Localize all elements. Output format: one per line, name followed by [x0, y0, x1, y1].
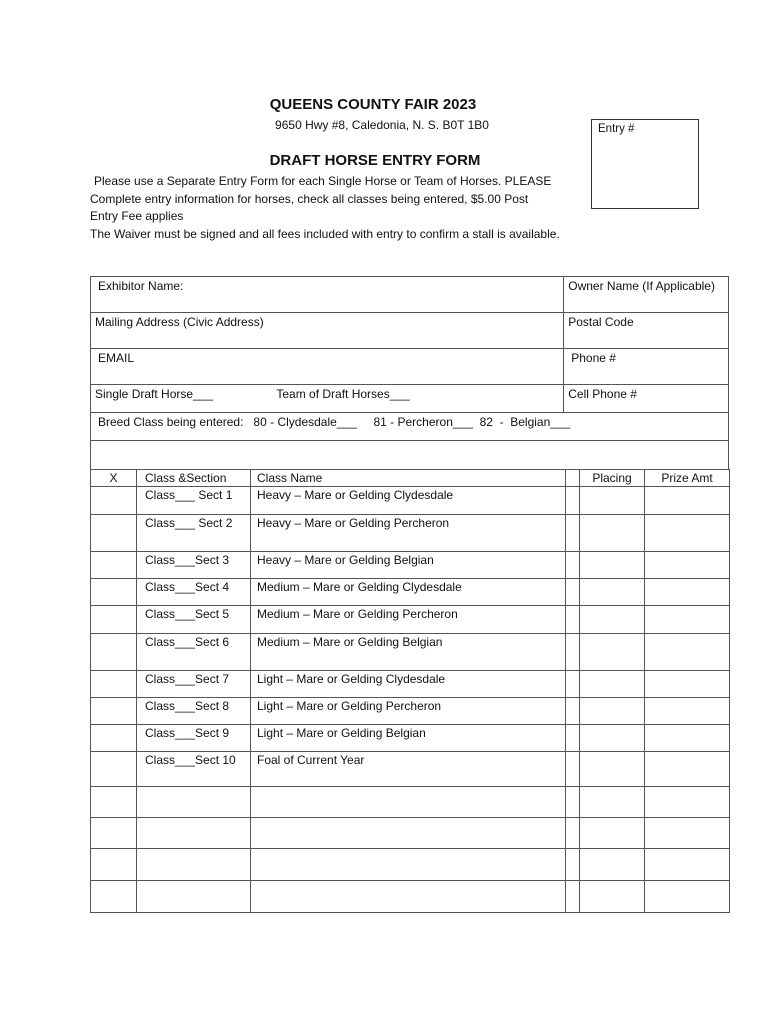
owner-name-label: Owner Name (If Applicable): [568, 279, 715, 293]
instructions-line: Entry Fee applies: [90, 209, 184, 223]
gap-cell: [566, 552, 580, 579]
placing-cell[interactable]: [580, 849, 645, 881]
select-checkbox-cell[interactable]: [91, 725, 137, 752]
class-section-cell: Class___Sect 6: [137, 634, 251, 671]
class-section-cell: [137, 787, 251, 818]
class-name-cell: [251, 849, 566, 881]
class-section-cell: Class___Sect 5: [137, 606, 251, 634]
class-name-cell: Medium – Mare or Gelding Belgian: [251, 634, 566, 671]
placing-cell[interactable]: [580, 634, 645, 671]
class-name-cell: Heavy – Mare or Gelding Belgian: [251, 552, 566, 579]
class-name-cell: Medium – Mare or Gelding Clydesdale: [251, 579, 566, 606]
prize-amt-cell[interactable]: [645, 579, 730, 606]
breed-class-field[interactable]: [91, 413, 729, 441]
class-name-cell: [251, 818, 566, 849]
class-section-cell: Class___Sect 8: [137, 698, 251, 725]
class-section-cell: Class___ Sect 2: [137, 515, 251, 552]
mailing-address-label: Mailing Address (Civic Address): [95, 315, 264, 329]
prize-amt-cell[interactable]: [645, 698, 730, 725]
class-name-cell: Heavy – Mare or Gelding Clydesdale: [251, 487, 566, 515]
table-row: [91, 671, 730, 698]
placing-cell[interactable]: [580, 579, 645, 606]
gap-cell: [566, 698, 580, 725]
placing-cell[interactable]: [580, 487, 645, 515]
select-checkbox-cell[interactable]: [91, 606, 137, 634]
entry-number-label: Entry #: [598, 123, 635, 135]
class-section-cell: Class___Sect 10: [137, 752, 251, 787]
select-checkbox-cell[interactable]: [91, 787, 137, 818]
placing-cell[interactable]: [580, 698, 645, 725]
table-row: [91, 849, 730, 881]
phone-label: Phone #: [571, 351, 616, 365]
instructions-line: The Waiver must be signed and all fees included with entry to confirm a stall is available.: [90, 226, 560, 241]
class-section-cell: Class___Sect 3: [137, 552, 251, 579]
header-gap: [566, 470, 580, 487]
class-name-cell: Light – Mare or Gelding Clydesdale: [251, 671, 566, 698]
fair-title: QUEENS COUNTY FAIR 2023: [269, 96, 477, 113]
header-placing: Placing: [580, 470, 645, 487]
placing-cell[interactable]: [580, 552, 645, 579]
instructions-line: Complete entry information for horses, check all classes being entered, $5.00 Post: [90, 191, 529, 206]
table-row: [91, 818, 730, 849]
gap-cell: [566, 881, 580, 913]
prize-amt-cell[interactable]: [645, 487, 730, 515]
class-section-cell: Class___ Sect 1: [137, 487, 251, 515]
table-row: [91, 787, 730, 818]
select-checkbox-cell[interactable]: [91, 552, 137, 579]
placing-cell[interactable]: [580, 606, 645, 634]
class-entry-table: [90, 469, 730, 913]
header-class-section: Class &Section: [137, 470, 251, 487]
table-row: [91, 752, 730, 787]
mailing-address-field[interactable]: [91, 313, 564, 349]
table-row: [91, 579, 730, 606]
table-row: [91, 725, 730, 752]
instructions-line: Please use a Separate Entry Form for each Single Horse or Team of Horses. PLEASE: [94, 174, 552, 188]
table-row: [91, 515, 730, 552]
table-row: [91, 698, 730, 725]
select-checkbox-cell[interactable]: [91, 515, 137, 552]
placing-cell[interactable]: [580, 725, 645, 752]
select-checkbox-cell[interactable]: [91, 579, 137, 606]
gap-cell: [566, 579, 580, 606]
gap-cell: [566, 787, 580, 818]
table-row: [91, 881, 730, 913]
gap-cell: [566, 671, 580, 698]
table-row: [91, 634, 730, 671]
exhibitor-info-table: [90, 276, 729, 470]
gap-cell: [566, 487, 580, 515]
cell-phone-label: Cell Phone #: [568, 387, 637, 401]
cell-phone-field[interactable]: [564, 385, 729, 413]
gap-cell: [566, 818, 580, 849]
entry-number-box[interactable]: [591, 119, 699, 209]
prize-amt-cell[interactable]: [645, 671, 730, 698]
single-draft-horse-option[interactable]: Single Draft Horse___: [95, 387, 214, 401]
prize-amt-cell[interactable]: [645, 752, 730, 787]
gap-cell: [566, 606, 580, 634]
class-name-cell: Heavy – Mare or Gelding Percheron: [251, 515, 566, 552]
prize-amt-cell[interactable]: [645, 787, 730, 818]
class-section-cell: [137, 881, 251, 913]
gap-cell: [566, 725, 580, 752]
select-checkbox-cell[interactable]: [91, 849, 137, 881]
placing-cell[interactable]: [580, 818, 645, 849]
select-checkbox-cell[interactable]: [91, 881, 137, 913]
placing-cell[interactable]: [580, 787, 645, 818]
postal-code-label: Postal Code: [568, 315, 634, 329]
exhibitor-name-field[interactable]: [91, 277, 564, 313]
header-class-name: Class Name: [251, 470, 566, 487]
gap-cell: [566, 515, 580, 552]
breed-class-label: Breed Class being entered: 80 - Clydesdale___ 81 - Percheron___ 82 - Belgian___: [98, 415, 571, 429]
instructions: [90, 173, 590, 243]
select-checkbox-cell[interactable]: [91, 698, 137, 725]
owner-name-field[interactable]: [564, 277, 729, 313]
placing-cell[interactable]: [580, 752, 645, 787]
select-checkbox-cell[interactable]: [91, 634, 137, 671]
class-name-cell: Light – Mare or Gelding Percheron: [251, 698, 566, 725]
form-title: DRAFT HORSE ENTRY FORM: [269, 152, 481, 169]
select-checkbox-cell[interactable]: [91, 752, 137, 787]
class-section-cell: Class___Sect 9: [137, 725, 251, 752]
table-row: [91, 552, 730, 579]
header-x: X: [91, 470, 137, 487]
prize-amt-cell[interactable]: [645, 849, 730, 881]
prize-amt-cell[interactable]: [645, 634, 730, 671]
select-checkbox-cell[interactable]: [91, 818, 137, 849]
phone-field[interactable]: [564, 349, 729, 385]
gap-cell: [566, 752, 580, 787]
class-name-cell: Light – Mare or Gelding Belgian: [251, 725, 566, 752]
placing-cell[interactable]: [580, 881, 645, 913]
select-checkbox-cell[interactable]: [91, 671, 137, 698]
prize-amt-cell[interactable]: [645, 606, 730, 634]
email-label: EMAIL: [98, 351, 135, 365]
class-section-cell: Class___Sect 7: [137, 671, 251, 698]
table-row: [91, 487, 730, 515]
class-section-cell: [137, 818, 251, 849]
gap-cell: [566, 634, 580, 671]
select-checkbox-cell[interactable]: [91, 487, 137, 515]
class-name-cell: Foal of Current Year: [251, 752, 566, 787]
horse-type-field[interactable]: [91, 385, 564, 413]
header-prize-amt: Prize Amt: [645, 470, 730, 487]
prize-amt-cell[interactable]: [645, 881, 730, 913]
class-section-cell: [137, 849, 251, 881]
prize-amt-cell[interactable]: [645, 725, 730, 752]
postal-code-field[interactable]: [564, 313, 729, 349]
blank-row: [91, 441, 729, 470]
class-name-cell: [251, 787, 566, 818]
fair-address: 9650 Hwy #8, Caledonia, N. S. B0T 1B0: [275, 118, 489, 132]
class-section-cell: Class___Sect 4: [137, 579, 251, 606]
team-draft-horses-option[interactable]: Team of Draft Horses___: [276, 387, 410, 401]
exhibitor-name-label: Exhibitor Name:: [98, 279, 184, 293]
table-row: [91, 606, 730, 634]
email-field[interactable]: [91, 349, 564, 385]
placing-cell[interactable]: [580, 515, 645, 552]
prize-amt-cell[interactable]: [645, 515, 730, 552]
class-name-cell: Medium – Mare or Gelding Percheron: [251, 606, 566, 634]
prize-amt-cell[interactable]: [645, 818, 730, 849]
prize-amt-cell[interactable]: [645, 552, 730, 579]
class-name-cell: [251, 881, 566, 913]
gap-cell: [566, 849, 580, 881]
placing-cell[interactable]: [580, 671, 645, 698]
